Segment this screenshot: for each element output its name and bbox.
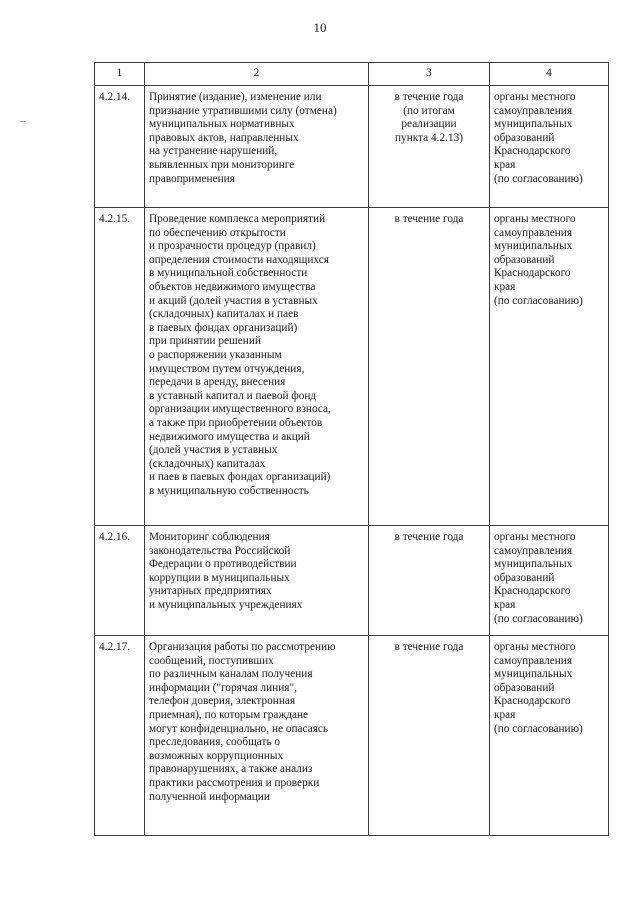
table-row [95, 208, 609, 526]
header-cell-2: 2 [145, 63, 369, 86]
measure-text: Проведение комплекса мероприятий по обеспечению открытости и прозрачности процедур (правил) определения стоимости находящихся в муниципальной собственности объектов недвижимого имущества и акций (долей участия в уставных (складочных) капиталах и паев в паевых фондах организаций) при принятии решений о распоряжении указанным имуществом путем отчуждения, передачи в аренду, внесения в уставный капитал и паевой фонд организации имущественного взноса, а также при приобретении объектов недвижимого имущества и акций (долей участия в уставных (складочных) капиталах и паев в паевых фондах организаций) в муниципальную собственность [145, 208, 369, 526]
header-cell-1: 1 [95, 63, 145, 86]
item-number: 4.2.17. [95, 636, 145, 836]
measure-text: Мониторинг соблюдения законодательства Российской Федерации о противодействии коррупции в муниципальных унитарных предприятиях и муниципальных учреждениях [145, 526, 369, 636]
table-row [95, 526, 609, 636]
table-row [95, 636, 609, 836]
margin-mark [20, 121, 26, 122]
executor-text: органы местного самоуправления муниципальных образований Краснодарского края (по согласованию) [490, 526, 609, 636]
measures-table [94, 62, 609, 836]
term-text: в течение года [369, 526, 490, 636]
executor-text: органы местного самоуправления муниципальных образований Краснодарского края (по согласованию) [490, 86, 609, 208]
page-number: 10 [313, 20, 327, 35]
header-cell-3: 3 [369, 63, 490, 86]
item-number: 4.2.14. [95, 86, 145, 208]
executor-text: органы местного самоуправления муниципальных образований Краснодарского края (по согласованию) [490, 208, 609, 526]
measure-text: Принятие (издание), изменение или признание утратившими силу (отмена) муниципальных нормативных правовых актов, направленных на устранение нарушений, выявленных при мониторинге правоприменения [145, 86, 369, 208]
header-cell-4: 4 [490, 63, 609, 86]
table-header-row [95, 63, 609, 86]
term-text: в течение года (по итогам реализации пункта 4.2.13) [369, 86, 490, 208]
executor-text: органы местного самоуправления муниципальных образований Краснодарского края (по согласованию) [490, 636, 609, 836]
measure-text: Организация работы по рассмотрению сообщений, поступивших по различным каналам получения информации ("горячая линия", телефон доверия, электронная приемная), по которым граждане могут конфиденциально, не опасаясь преследования, сообщать о возможных коррупционных правонарушениях, а также анализ практики рассмотрения и проверки полученной информации [145, 636, 369, 836]
table-row [95, 86, 609, 208]
item-number: 4.2.15. [95, 208, 145, 526]
term-text: в течение года [369, 636, 490, 836]
term-text: в течение года [369, 208, 490, 526]
item-number: 4.2.16. [95, 526, 145, 636]
